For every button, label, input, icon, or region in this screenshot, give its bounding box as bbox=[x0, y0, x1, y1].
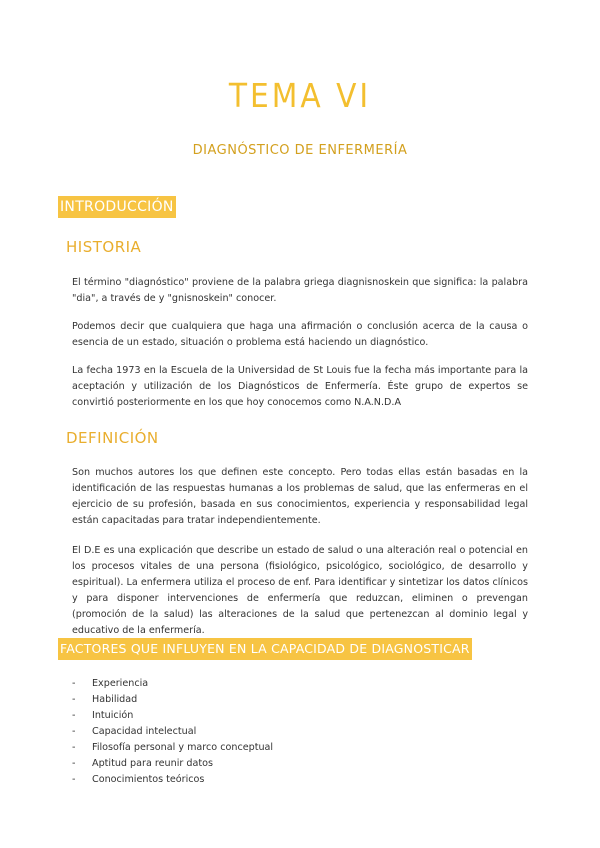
list-item-text: Conocimientos teóricos bbox=[92, 774, 205, 785]
paragraph-historia-2: Podemos decir que cualquiera que haga una afirmación o conclusión acerca de la causa o esencia de un estado, situación o problema está haciendo un diagnóstico. bbox=[72, 321, 528, 348]
bullet-dash: - bbox=[72, 678, 76, 689]
bullet-dash: - bbox=[72, 694, 76, 705]
list-item bbox=[72, 772, 273, 788]
paragraph-historia-3: La fecha 1973 en la Escuela de la Universidad de St Louis fue la fecha más importante para la aceptación y utilización de los Diagnósticos de Enfermería. Éste grupo de expertos se convirtió posteriormente en los que hoy conocemos como N.A.N.D.A bbox=[72, 365, 528, 408]
list-item-text: Intuición bbox=[92, 710, 134, 721]
paragraph-definicion-2: El D.E es una explicación que describe un estado de salud o una alteración real o potencial en los procesos vitales de una persona (fisiológico, psicológico, sociológico, de desarrollo y espiritual). La enfermera utiliza el proceso de enf. Para identificar y sintetizar los datos clínicos y para disponer intervenciones de enfermería que reduzcan, eliminen o prevengan (promoción de la salud) las alteraciones de la salud que pertenezcan al dominio legal y educativo de la enfermería. bbox=[72, 545, 528, 636]
page-subtitle: DIAGNÓSTICO DE ENFERMERÍA bbox=[192, 143, 408, 158]
bullet-dash: - bbox=[72, 742, 76, 753]
bullet-dash: - bbox=[72, 774, 76, 785]
paragraph-definicion-1: Son muchos autores los que definen este concepto. Pero todas ellas están basadas en la identificación de las respuestas humanas a los problemas de salud, que las enfermeras en el ejercicio de su profesión, basada en sus conocimientos, experiencia y responsabilidad legal están capacitadas para tratar independientemente. bbox=[72, 467, 528, 526]
list-item bbox=[72, 708, 273, 724]
list-item bbox=[72, 676, 273, 692]
list-item bbox=[72, 724, 273, 740]
subheading-definicion: DEFINICIÓN bbox=[66, 429, 159, 447]
list-item-text: Habilidad bbox=[92, 694, 138, 705]
list-item-text: Experiencia bbox=[92, 678, 149, 689]
section-heading-factores: FACTORES QUE INFLUYEN EN LA CAPACIDAD DE DIAGNOSTICAR bbox=[58, 638, 472, 660]
bullet-dash: - bbox=[72, 758, 76, 769]
page-title: TEMA VI bbox=[228, 76, 372, 115]
list-item-text: Filosofía personal y marco conceptual bbox=[92, 742, 274, 753]
list-item-text: Aptitud para reunir datos bbox=[92, 758, 213, 769]
list-item bbox=[72, 740, 273, 756]
section-heading-introduccion: INTRODUCCIÓN bbox=[58, 196, 176, 218]
list-item-text: Capacidad intelectual bbox=[92, 726, 197, 737]
list-item bbox=[72, 756, 273, 772]
subheading-historia: HISTORIA bbox=[66, 238, 142, 256]
bullet-dash: - bbox=[72, 710, 76, 721]
list-item bbox=[72, 692, 273, 708]
factors-list bbox=[72, 676, 273, 788]
bullet-dash: - bbox=[72, 726, 76, 737]
paragraph-historia-1: El término "diagnóstico" proviene de la palabra griega diagnisnoskein que significa: la palabra "dia", a través de y "gnisnoskein" conocer. bbox=[72, 277, 528, 304]
